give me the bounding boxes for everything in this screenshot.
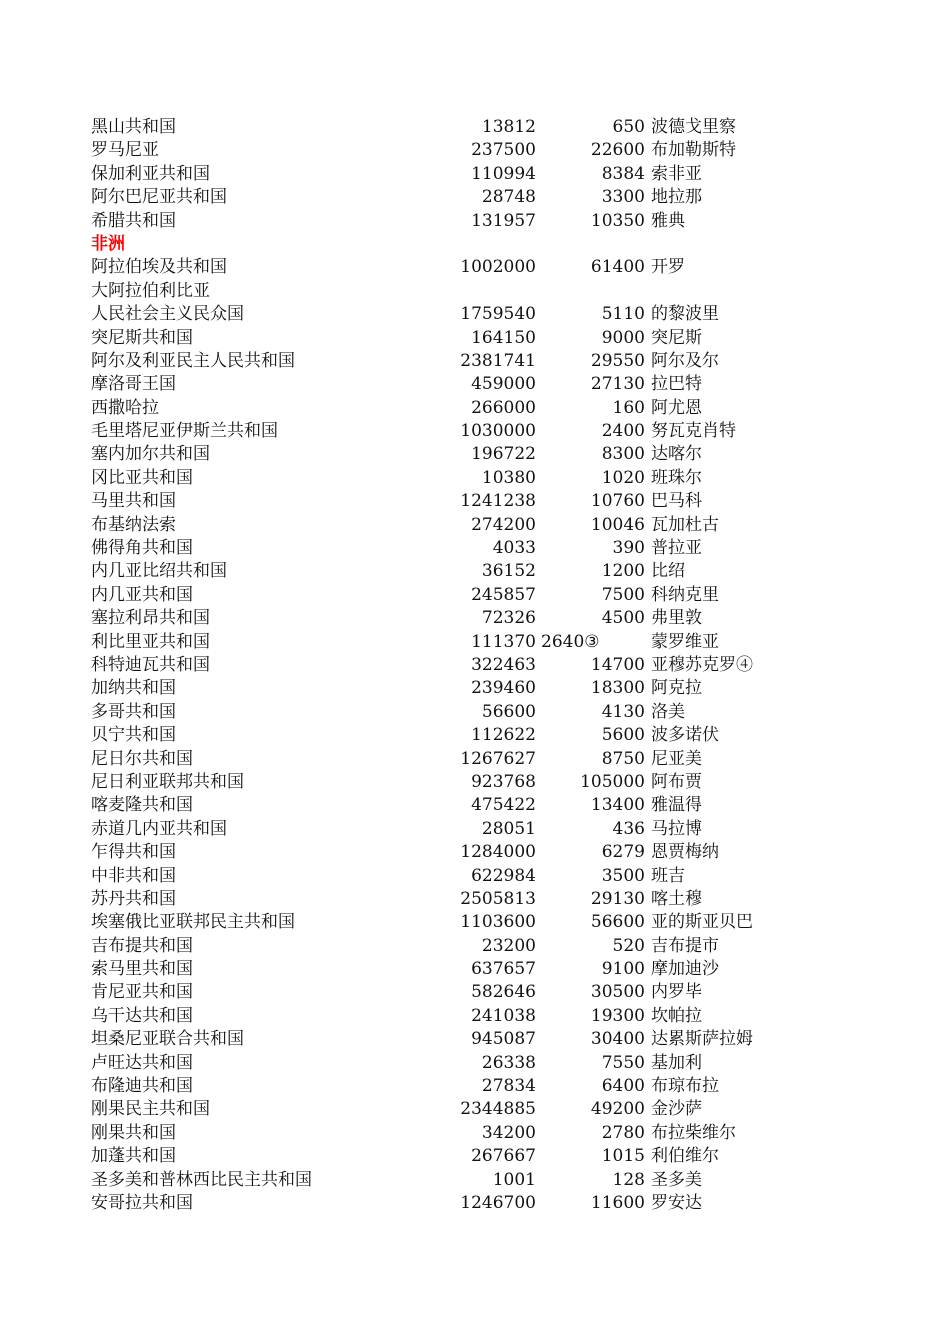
- section-title: 非洲: [91, 233, 125, 254]
- population-cell: 128: [612, 1169, 645, 1190]
- capital-cell: 努瓦克肖特: [651, 421, 736, 442]
- capital-cell: 普拉亚: [651, 538, 702, 559]
- country-name-cell: 布基纳法索: [91, 514, 176, 535]
- table-row: [0, 373, 950, 396]
- area-cell: 622984: [471, 865, 536, 886]
- population-cell: 390: [612, 538, 645, 559]
- table-row: [0, 724, 950, 747]
- area-cell: 1246700: [460, 1192, 536, 1213]
- capital-cell: 达喀尔: [651, 444, 702, 465]
- area-cell: 237500: [471, 140, 536, 161]
- country-name-cell: 刚果共和国: [91, 1122, 176, 1143]
- country-name-cell: 多哥共和国: [91, 701, 176, 722]
- country-name-cell: 保加利亚共和国: [91, 163, 210, 184]
- area-cell: 2344885: [460, 1099, 536, 1120]
- country-name-cell: 阿拉伯埃及共和国: [91, 257, 227, 278]
- capital-cell: 索非亚: [651, 163, 702, 184]
- population-cell: 29130: [590, 888, 645, 909]
- population-cell: 29550: [590, 350, 645, 371]
- capital-cell: 坎帕拉: [651, 1005, 702, 1026]
- country-name-cell: 卢旺达共和国: [91, 1052, 193, 1073]
- population-cell: 8300: [601, 444, 645, 465]
- population-cell: 436: [612, 818, 645, 839]
- area-cell: 274200: [471, 514, 536, 535]
- capital-cell: 弗里敦: [651, 608, 702, 629]
- population-cell: 650: [612, 117, 645, 137]
- area-cell: 13812: [481, 117, 536, 137]
- country-name-cell: 肯尼亚共和国: [91, 982, 193, 1003]
- table-row: [0, 1052, 950, 1075]
- area-cell: 28748: [481, 187, 536, 208]
- capital-cell: 巴马科: [651, 491, 702, 512]
- country-name-cell: 摩洛哥王国: [91, 374, 176, 395]
- population-cell: 3300: [601, 187, 645, 208]
- population-cell: 49200: [590, 1099, 645, 1120]
- table-row: [0, 186, 950, 209]
- capital-cell: 阿克拉: [651, 678, 702, 699]
- country-name-cell: 加蓬共和国: [91, 1146, 176, 1167]
- area-cell: 582646: [471, 982, 536, 1003]
- population-cell: 27130: [590, 374, 645, 395]
- area-cell: 322463: [471, 654, 536, 675]
- area-cell: 26338: [481, 1052, 536, 1073]
- capital-cell: 金沙萨: [651, 1099, 702, 1120]
- area-cell: 1030000: [460, 421, 536, 442]
- country-name-cell: 冈比亚共和国: [91, 467, 193, 488]
- area-cell: 4033: [492, 538, 536, 559]
- country-name-cell: 佛得角共和国: [91, 538, 193, 559]
- capital-cell: 开罗: [651, 257, 685, 278]
- table-row: [0, 631, 950, 654]
- capital-cell: 雅温得: [651, 795, 702, 816]
- country-name-cell: 内几亚共和国: [91, 584, 193, 605]
- population-cell: 1200: [601, 561, 645, 582]
- table-row: [0, 1122, 950, 1145]
- area-cell: 2505813: [460, 888, 536, 909]
- area-cell: 196722: [471, 444, 536, 465]
- table-row: [0, 490, 950, 513]
- capital-cell: 恩贾梅纳: [651, 842, 719, 863]
- area-cell: 2381741: [460, 350, 536, 371]
- table-row: [0, 303, 950, 326]
- capital-cell: 圣多美: [651, 1169, 702, 1190]
- table-row: [0, 1028, 950, 1051]
- capital-cell: 布拉柴维尔: [651, 1122, 736, 1143]
- country-name-cell: 苏丹共和国: [91, 888, 176, 909]
- area-cell: 131957: [471, 210, 536, 231]
- table-row: [0, 1005, 950, 1028]
- country-name-cell: 赤道几内亚共和国: [91, 818, 227, 839]
- table-row: [0, 607, 950, 630]
- country-name-cell: 加纳共和国: [91, 678, 176, 699]
- country-name-cell: 西撒哈拉: [91, 397, 159, 418]
- table-row: [0, 981, 950, 1004]
- table-row: [0, 537, 950, 560]
- population-cell: 22600: [590, 140, 645, 161]
- area-cell: 1103600: [460, 912, 536, 933]
- area-cell: 266000: [471, 397, 536, 418]
- capital-cell: 雅典: [651, 210, 685, 231]
- capital-cell: 科纳克里: [651, 584, 719, 605]
- area-cell: 36152: [481, 561, 536, 582]
- country-name-cell: 中非共和国: [91, 865, 176, 886]
- population-cell: 5110: [601, 304, 645, 325]
- table-row: [0, 1169, 950, 1192]
- table-row: [0, 1098, 950, 1121]
- table-row: [0, 280, 950, 303]
- table-row: [0, 443, 950, 466]
- country-name-cell: 马里共和国: [91, 491, 176, 512]
- country-name-cell: 坦桑尼亚联合共和国: [91, 1029, 244, 1050]
- table-row: [0, 794, 950, 817]
- country-name-cell: 黑山共和国: [91, 117, 176, 137]
- area-cell: 1002000: [460, 257, 536, 278]
- capital-cell: 达累斯萨拉姆: [651, 1029, 753, 1050]
- table-row: [0, 701, 950, 724]
- population-cell: 30500: [590, 982, 645, 1003]
- table-row: [0, 935, 950, 958]
- capital-cell: 亚的斯亚贝巴: [651, 912, 753, 933]
- country-name-cell: 毛里塔尼亚伊斯兰共和国: [91, 421, 278, 442]
- country-name-cell: 内几亚比绍共和国: [91, 561, 227, 582]
- table-row: [0, 771, 950, 794]
- capital-cell: 洛美: [651, 701, 685, 722]
- capital-cell: 阿尤恩: [651, 397, 702, 418]
- table-row: [0, 350, 950, 373]
- area-cell: 1267627: [460, 748, 536, 769]
- capital-cell: 蒙罗维亚: [651, 631, 719, 652]
- capital-cell: 波德戈里察: [651, 117, 736, 137]
- table-row: [0, 560, 950, 583]
- population-cell: 18300: [590, 678, 645, 699]
- area-cell: 56600: [481, 701, 536, 722]
- population-cell: 4130: [601, 701, 645, 722]
- area-cell: 111370: [471, 631, 536, 652]
- capital-cell: 波多诺伏: [651, 725, 719, 746]
- capital-cell: 罗安达: [651, 1192, 702, 1213]
- area-cell: 34200: [481, 1122, 536, 1143]
- capital-cell: 地拉那: [651, 187, 702, 208]
- capital-cell: 摩加迪沙: [651, 959, 719, 980]
- table-row: [0, 327, 950, 350]
- table-row: [0, 1145, 950, 1168]
- country-name-cell: 突尼斯共和国: [91, 327, 193, 348]
- population-cell: 9000: [601, 327, 645, 348]
- population-cell: 61400: [590, 257, 645, 278]
- country-name-cell: 塞内加尔共和国: [91, 444, 210, 465]
- country-name-cell: 大阿拉伯利比亚: [91, 280, 210, 301]
- capital-cell: 马拉博: [651, 818, 702, 839]
- area-cell: 239460: [471, 678, 536, 699]
- spreadsheet-table: [0, 116, 950, 1215]
- capital-cell: 阿布贾: [651, 771, 702, 792]
- section-header-row: [0, 233, 950, 256]
- area-cell: 72326: [481, 608, 536, 629]
- table-row: [0, 420, 950, 443]
- population-cell: 30400: [590, 1029, 645, 1050]
- country-name-cell: 安哥拉共和国: [91, 1192, 193, 1213]
- population-cell: 2640③: [541, 631, 600, 652]
- area-cell: 245857: [471, 584, 536, 605]
- table-row: [0, 514, 950, 537]
- population-cell: 2400: [601, 421, 645, 442]
- table-row: [0, 1192, 950, 1215]
- table-row: [0, 1075, 950, 1098]
- country-name-cell: 布隆迪共和国: [91, 1076, 193, 1097]
- population-cell: 8750: [601, 748, 645, 769]
- table-row: [0, 397, 950, 420]
- country-name-cell: 人民社会主义民众国: [91, 304, 244, 325]
- capital-cell: 布加勒斯特: [651, 140, 736, 161]
- country-name-cell: 阿尔及利亚民主人民共和国: [91, 350, 295, 371]
- country-name-cell: 尼日尔共和国: [91, 748, 193, 769]
- capital-cell: 突尼斯: [651, 327, 702, 348]
- country-name-cell: 索马里共和国: [91, 959, 193, 980]
- area-cell: 164150: [471, 327, 536, 348]
- capital-cell: 拉巴特: [651, 374, 702, 395]
- population-cell: 19300: [590, 1005, 645, 1026]
- table-row: [0, 677, 950, 700]
- population-cell: 520: [612, 935, 645, 956]
- population-cell: 10046: [590, 514, 645, 535]
- country-name-cell: 阿尔巴尼亚共和国: [91, 187, 227, 208]
- area-cell: 459000: [471, 374, 536, 395]
- area-cell: 1001: [492, 1169, 536, 1190]
- country-name-cell: 罗马尼亚: [91, 140, 159, 161]
- capital-cell: 吉布提市: [651, 935, 719, 956]
- table-row: [0, 818, 950, 841]
- population-cell: 11600: [590, 1192, 645, 1213]
- table-row: [0, 865, 950, 888]
- population-cell: 4500: [601, 608, 645, 629]
- population-cell: 1020: [601, 467, 645, 488]
- table-row: [0, 116, 950, 139]
- capital-cell: 的黎波里: [651, 304, 719, 325]
- table-row: [0, 163, 950, 186]
- country-name-cell: 圣多美和普林西比民主共和国: [91, 1169, 312, 1190]
- area-cell: 10380: [481, 467, 536, 488]
- area-cell: 1759540: [460, 304, 536, 325]
- capital-cell: 瓦加杜古: [651, 514, 719, 535]
- capital-cell: 布琼布拉: [651, 1076, 719, 1097]
- capital-cell: 基加利: [651, 1052, 702, 1073]
- country-name-cell: 吉布提共和国: [91, 935, 193, 956]
- area-cell: 267667: [471, 1146, 536, 1167]
- country-name-cell: 贝宁共和国: [91, 725, 176, 746]
- country-name-cell: 科特迪瓦共和国: [91, 654, 210, 675]
- country-name-cell: 刚果民主共和国: [91, 1099, 210, 1120]
- country-name-cell: 利比里亚共和国: [91, 631, 210, 652]
- population-cell: 9100: [601, 959, 645, 980]
- table-row: [0, 256, 950, 279]
- table-row: [0, 210, 950, 233]
- area-cell: 23200: [481, 935, 536, 956]
- area-cell: 27834: [481, 1076, 536, 1097]
- capital-cell: 亚穆苏克罗④: [651, 654, 753, 675]
- table-row: [0, 139, 950, 162]
- table-row: [0, 841, 950, 864]
- area-cell: 637657: [471, 959, 536, 980]
- area-cell: 28051: [481, 818, 536, 839]
- table-row: [0, 748, 950, 771]
- table-row: [0, 888, 950, 911]
- population-cell: 13400: [590, 795, 645, 816]
- table-row: [0, 958, 950, 981]
- area-cell: 112622: [471, 725, 536, 746]
- area-cell: 475422: [471, 795, 536, 816]
- capital-cell: 利伯维尔: [651, 1146, 719, 1167]
- capital-cell: 班吉: [651, 865, 685, 886]
- population-cell: 6400: [601, 1076, 645, 1097]
- population-cell: 7500: [601, 584, 645, 605]
- population-cell: 56600: [590, 912, 645, 933]
- population-cell: 6279: [601, 842, 645, 863]
- country-name-cell: 埃塞俄比亚联邦民主共和国: [91, 912, 295, 933]
- table-row: [0, 467, 950, 490]
- population-cell: 10350: [590, 210, 645, 231]
- population-cell: 10760: [590, 491, 645, 512]
- area-cell: 1284000: [460, 842, 536, 863]
- capital-cell: 班珠尔: [651, 467, 702, 488]
- country-name-cell: 塞拉利昂共和国: [91, 608, 210, 629]
- capital-cell: 尼亚美: [651, 748, 702, 769]
- capital-cell: 比绍: [651, 561, 685, 582]
- table-row: [0, 911, 950, 934]
- population-cell: 2780: [601, 1122, 645, 1143]
- area-cell: 110994: [471, 163, 536, 184]
- capital-cell: 内罗毕: [651, 982, 702, 1003]
- population-cell: 7550: [601, 1052, 645, 1073]
- area-cell: 1241238: [460, 491, 536, 512]
- table-row: [0, 584, 950, 607]
- area-cell: 945087: [471, 1029, 536, 1050]
- country-name-cell: 喀麦隆共和国: [91, 795, 193, 816]
- country-name-cell: 乍得共和国: [91, 842, 176, 863]
- area-cell: 241038: [471, 1005, 536, 1026]
- capital-cell: 喀土穆: [651, 888, 702, 909]
- population-cell: 3500: [601, 865, 645, 886]
- country-name-cell: 希腊共和国: [91, 210, 176, 231]
- population-cell: 1015: [601, 1146, 645, 1167]
- country-name-cell: 乌干达共和国: [91, 1005, 193, 1026]
- population-cell: 5600: [601, 725, 645, 746]
- table-row: [0, 654, 950, 677]
- population-cell: 8384: [601, 163, 645, 184]
- population-cell: 14700: [590, 654, 645, 675]
- population-cell: 160: [612, 397, 645, 418]
- country-name-cell: 尼日利亚联邦共和国: [91, 771, 244, 792]
- population-cell: 105000: [580, 771, 645, 792]
- area-cell: 923768: [471, 771, 536, 792]
- capital-cell: 阿尔及尔: [651, 350, 719, 371]
